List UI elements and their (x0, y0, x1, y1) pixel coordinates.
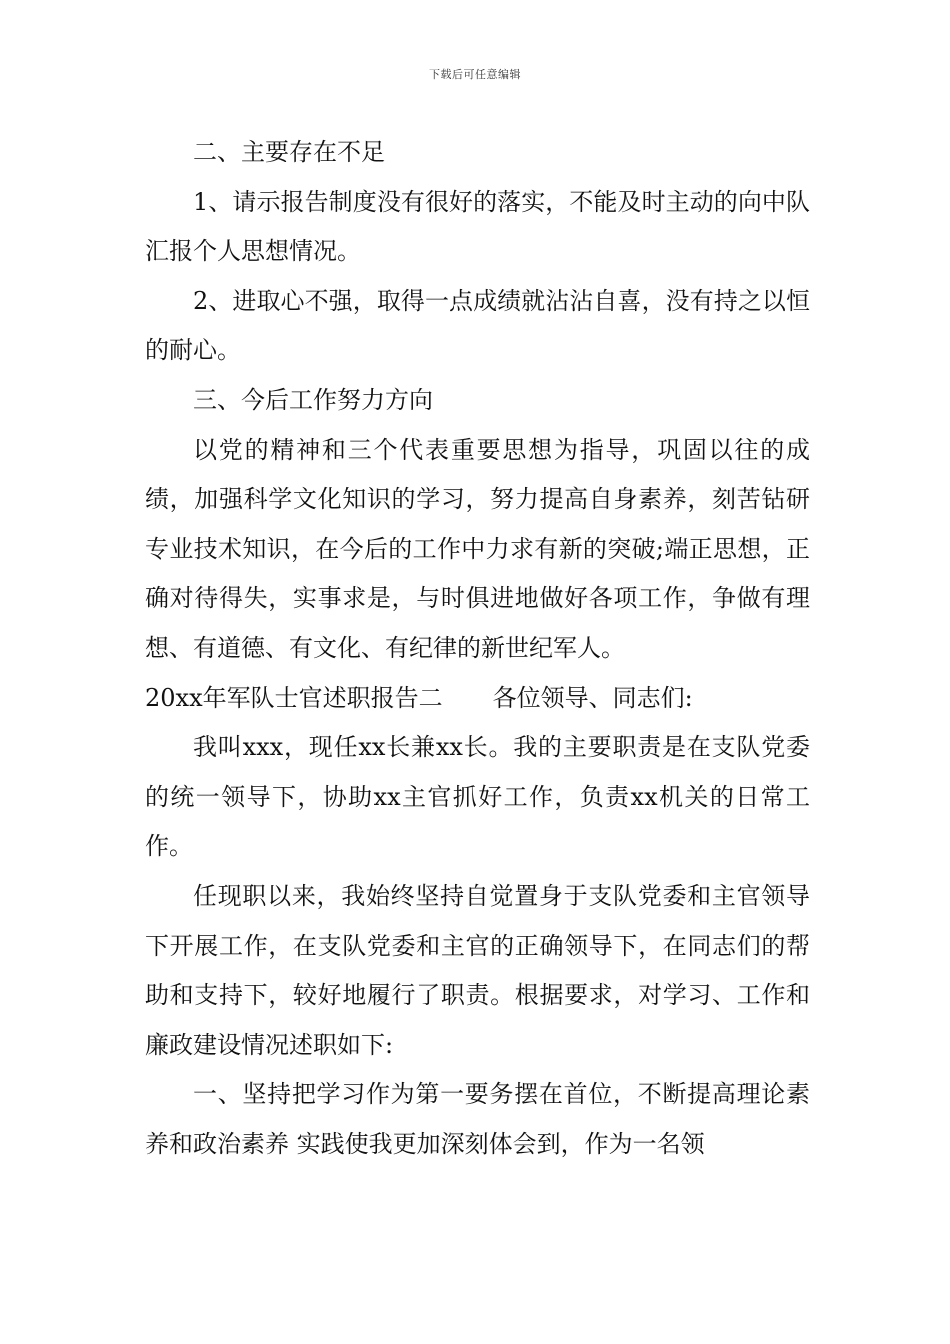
report-greeting: 各位领导、同志们: (492, 683, 693, 712)
section-heading-future-direction: 三、今后工作努力方向 (193, 385, 433, 414)
paragraph-learning-priority: 一、坚持把学习作为第一要务摆在首位，不断提高理论素养和政治素养 实践使我更加深刻体会到，作为一名领 (145, 1080, 810, 1158)
paragraph-shortcoming-1: 1、请示报告制度没有很好的落实，不能及时主动的向中队汇报个人思想情况。 (145, 187, 810, 266)
paragraph-shortcoming-2: 2、进取心不强，取得一点成绩就沾沾自喜，没有持之以恒的耐心。 (145, 286, 810, 365)
paragraph-duty-summary: 任现职以来，我始终坚持自觉置身于支队党委和主官领导下开展工作，在支队党委和主官的正确领导下，在同志们的帮助和支持下，较好地履行了职责。根据要求，对学习、工作和廉政建设情况述职如下: (145, 881, 810, 1059)
page-header-note: 下载后可任意编辑 (429, 68, 521, 81)
paragraph-future-direction: 以党的精神和三个代表重要思想为指导，巩固以往的成绩，加强科学文化知识的学习，努力提高自身素养，刻苦钻研专业技术知识，在今后的工作中力求有新的突破;端正思想，正确对待得失，实事求是，与时俱进地做好各项工作，争做有理想、有道德、有文化、有纪律的新世纪军人。 (145, 435, 810, 662)
report-title-line (145, 674, 810, 724)
section-heading-shortcomings: 二、主要存在不足 (193, 138, 385, 166)
report-title: 20xx年军队士官述职报告二 (145, 683, 443, 712)
paragraph-introduction: 我叫xxx，现任xx长兼xx长。我的主要职责是在支队党委的统一领导下，协助xx主官抓好工作，负责xx机关的日常工作。 (145, 733, 810, 861)
document-body (145, 128, 810, 1169)
